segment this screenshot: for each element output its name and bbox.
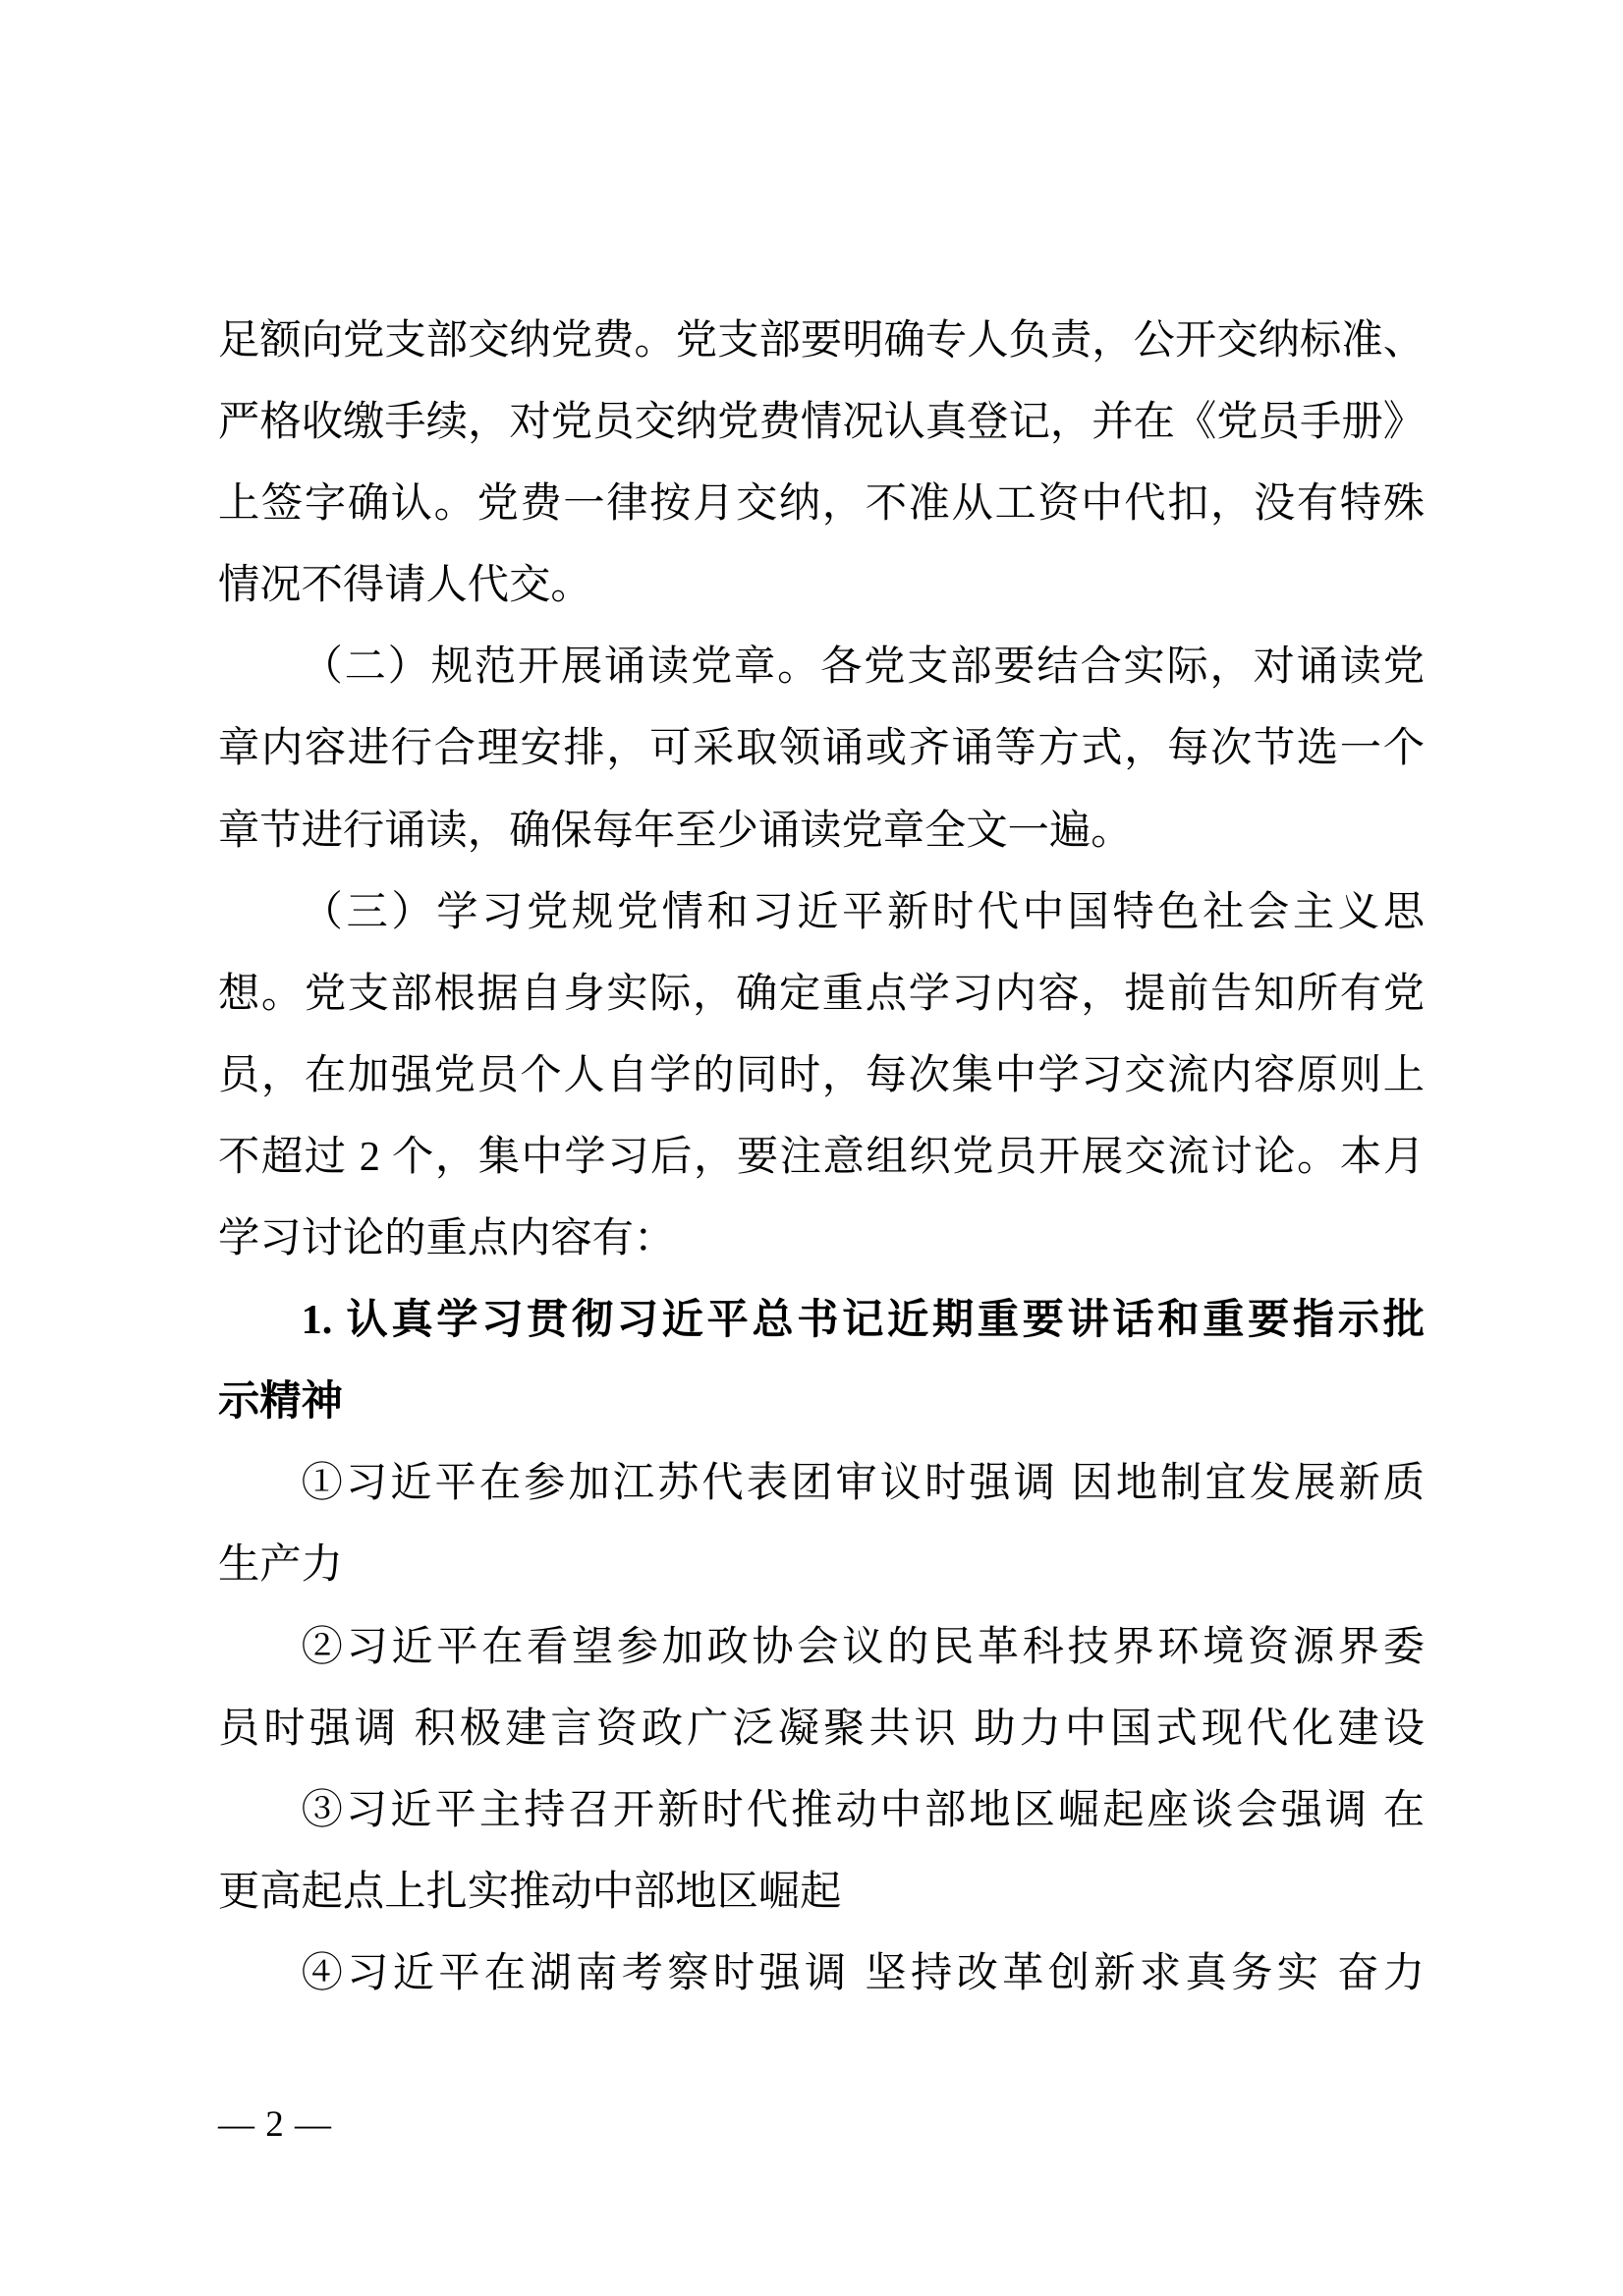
text-line: 上签字确认。党费一律按月交纳，不准从工资中代扣，没有特殊 <box>218 480 1425 528</box>
body-text <box>218 300 1425 2014</box>
text-line: 不超过 2 个，集中学习后，要注意组织党员开展交流讨论。本月 <box>218 1133 1425 1180</box>
text-line: 员，在加强党员个人自学的同时，每次集中学习交流内容原则上 <box>218 1051 1425 1098</box>
text-line: 严格收缴手续，对党员交纳党费情况认真登记，并在《党员手册》 <box>218 399 1425 446</box>
text-line: 生产力 <box>218 1541 343 1589</box>
text-line: ②习近平在看望参加政协会议的民革科技界环境资源界委 <box>301 1623 1425 1670</box>
text-line: 学习讨论的重点内容有： <box>218 1215 676 1262</box>
text-line: ①习近平在参加江苏代表团审议时强调 因地制宜发展新质 <box>301 1460 1425 1507</box>
page-number: — 2 — <box>218 2104 332 2145</box>
heading-line: 示精神 <box>218 1378 343 1426</box>
text-line: ③习近平主持召开新时代推动中部地区崛起座谈会强调 在 <box>301 1786 1425 1833</box>
page-footer <box>218 2102 332 2148</box>
text-line: 想。党支部根据自身实际，确定重点学习内容，提前告知所有党 <box>218 970 1425 1017</box>
text-line: ④习近平在湖南考察时强调 坚持改革创新求真务实 奋力 <box>301 1949 1425 1996</box>
text-line: 足额向党支部交纳党费。党支部要明确专人负责，公开交纳标准、 <box>218 317 1425 364</box>
text-line: 更高起点上扎实推动中部地区崛起 <box>218 1868 842 1915</box>
text-line: （三）学习党规党情和习近平新时代中国特色社会主义思 <box>301 888 1425 935</box>
text-line: 情况不得请人代交。 <box>218 562 592 609</box>
text-line: 员时强调 积极建言资政广泛凝聚共识 助力中国式现代化建设 <box>218 1705 1425 1752</box>
text-line: （二）规范开展诵读党章。各党支部要结合实际，对诵读党 <box>301 644 1425 691</box>
text-line: 章节进行诵读，确保每年至少诵读党章全文一遍。 <box>218 807 1133 854</box>
text-line: 章内容进行合理安排，可采取领诵或齐诵等方式，每次节选一个 <box>218 725 1425 772</box>
heading-line: 1. 认真学习贯彻习近平总书记近期重要讲话和重要指示批 <box>301 1297 1425 1344</box>
